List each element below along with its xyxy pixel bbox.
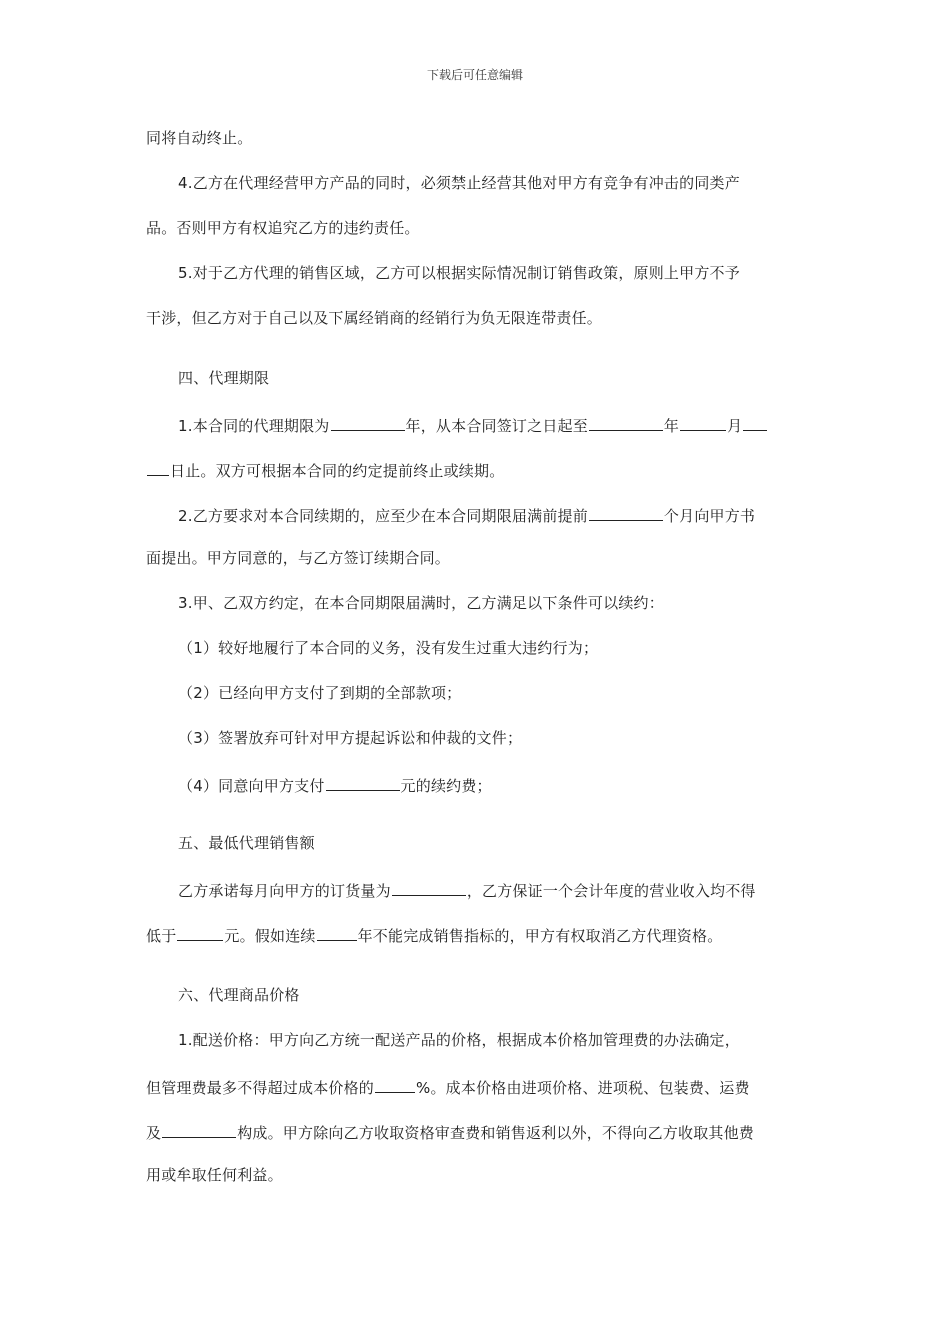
paragraph-line: 用或牟取任何利益。 xyxy=(146,1166,283,1184)
fill-blank[interactable] xyxy=(162,1120,236,1138)
paragraph-line: 同将自动终止。 xyxy=(146,129,253,147)
line-text: 1.本合同的代理期限为 xyxy=(178,417,330,435)
fill-blank[interactable] xyxy=(392,878,466,896)
line-text: 低于 xyxy=(146,927,177,945)
fill-blank[interactable] xyxy=(331,413,405,431)
fill-blank[interactable] xyxy=(589,503,663,521)
section-heading-4: 四、代理期限 xyxy=(178,369,270,387)
section-heading-5: 五、最低代理销售额 xyxy=(178,834,315,852)
section-heading-6: 六、代理商品价格 xyxy=(178,986,300,1004)
line-text: 但管理费最多不得超过成本价格的 xyxy=(146,1079,375,1097)
line-text: %。成本价格由进项价格、进项税、包装费、运费 xyxy=(416,1079,750,1097)
page-header: 下载后可任意编辑 xyxy=(426,68,523,82)
line-text: 乙方承诺每月向甲方的订货量为 xyxy=(178,882,391,900)
fill-blank[interactable] xyxy=(375,1075,415,1093)
list-item: （3）签署放弃可针对甲方提起诉讼和仲裁的文件； xyxy=(178,729,523,747)
paragraph-line xyxy=(146,1075,750,1098)
paragraph-line: 面提出。甲方同意的，与乙方签订续期合同。 xyxy=(146,549,451,567)
list-item: （2）已经向甲方支付了到期的全部款项； xyxy=(178,684,462,702)
line-text: 构成。甲方除向乙方收取资格审查费和销售返利以外，不得向乙方收取其他费 xyxy=(237,1124,755,1142)
line-text: 2.乙方要求对本合同续期的，应至少在本合同期限届满前提前 xyxy=(178,507,588,525)
paragraph-line xyxy=(146,1120,754,1143)
line-text: 月 xyxy=(727,417,743,435)
fill-blank[interactable] xyxy=(589,413,663,431)
paragraph-line xyxy=(146,923,722,946)
line-text: （4）同意向甲方支付 xyxy=(178,777,325,795)
line-text: 年不能完成销售指标的，甲方有权取消乙方代理资格。 xyxy=(357,927,723,945)
fill-blank[interactable] xyxy=(680,413,726,431)
line-text: 个月向甲方书 xyxy=(663,507,756,525)
paragraph-line: 干涉，但乙方对于自己以及下属经销商的经销行为负无限连带责任。 xyxy=(146,309,603,327)
paragraph-line xyxy=(146,458,504,481)
line-text: 及 xyxy=(146,1124,162,1142)
fill-blank[interactable] xyxy=(147,458,169,476)
fill-blank[interactable] xyxy=(326,773,400,791)
line-text: ，乙方保证一个会计年度的营业收入均不得 xyxy=(466,882,756,900)
paragraph-line xyxy=(178,413,768,436)
line-text: 年，从本合同签订之日起至 xyxy=(405,417,588,435)
paragraph-line xyxy=(178,503,755,526)
line-text: 元。假如连续 xyxy=(224,927,316,945)
line-text: 元的续约费； xyxy=(400,777,492,795)
paragraph-line: 4.乙方在代理经营甲方产品的同时，必须禁止经营其他对甲方有竞争有冲击的同类产 xyxy=(178,174,740,192)
paragraph-line: 5.对于乙方代理的销售区域，乙方可以根据实际情况制订销售政策，原则上甲方不予 xyxy=(178,264,740,282)
line-text: 日止。双方可根据本合同的约定提前终止或续期。 xyxy=(170,462,505,480)
paragraph-line xyxy=(178,878,756,901)
paragraph-line: 1.配送价格：甲方向乙方统一配送产品的价格，根据成本价格加管理费的办法确定， xyxy=(178,1031,740,1049)
fill-blank[interactable] xyxy=(743,413,767,431)
fill-blank[interactable] xyxy=(177,923,223,941)
list-item: （1）较好地履行了本合同的义务，没有发生过重大违约行为； xyxy=(178,639,599,657)
fill-blank[interactable] xyxy=(317,923,357,941)
paragraph-line: 品。否则甲方有权追究乙方的违约责任。 xyxy=(146,219,420,237)
line-text: 年 xyxy=(663,417,680,435)
list-item xyxy=(178,773,492,796)
paragraph-line: 3.甲、乙双方约定，在本合同期限届满时，乙方满足以下条件可以续约： xyxy=(178,594,664,612)
